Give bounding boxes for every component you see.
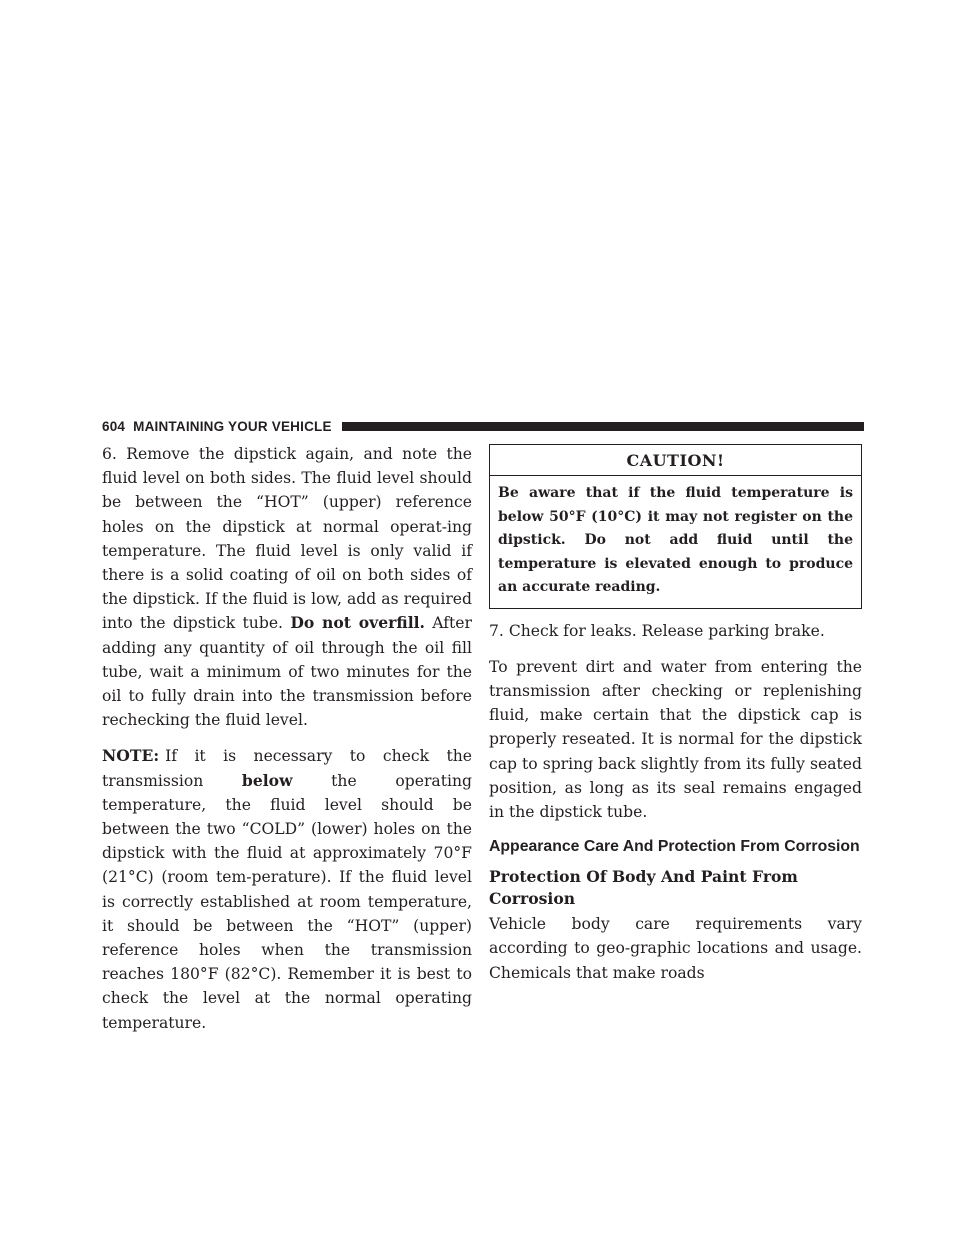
step-6-paragraph bbox=[102, 442, 472, 732]
caution-body: Be aware that if the fluid temperature is below 50°F (10°C) it may not register on the dipstick. Do not add fluid until the temperature is elevated enough to produce an accurate reading. bbox=[498, 485, 853, 595]
caution-box bbox=[489, 444, 862, 609]
dipstick-cap-paragraph: To prevent dirt and water from entering the transmission after checking or replenishing fluid, make certain that the dipstick cap is properly reseated. It is normal for the dipstick cap to spring back slightly from its fully seated position, as long as its seal remains engaged in the dipstick tube. bbox=[489, 657, 862, 821]
caution-title: CAUTION! bbox=[490, 445, 861, 476]
note-label: NOTE: bbox=[102, 746, 160, 766]
below-emphasis: below bbox=[241, 770, 293, 790]
note-text-b: the operating temperature, the fluid level should be between the two “COLD” (lower) holes on the dipstick with the fluid at approximately 70°F (21°C) (room tem-perature). If the fluid level is correctly established at room temperature, it should be between the “HOT” (upper) reference holes when the transmission reaches 180°F (82°C). Remember it is best to check the level at the normal operating temperature. bbox=[102, 771, 472, 1032]
right-column bbox=[489, 442, 862, 985]
section-title: MAINTAINING YOUR VEHICLE bbox=[133, 418, 332, 434]
left-column bbox=[102, 442, 472, 1047]
header-rule bbox=[342, 422, 864, 431]
section-heading-appearance-care: Appearance Care And Protection From Corrosion bbox=[489, 838, 860, 856]
note-paragraph bbox=[102, 744, 472, 1034]
page-number: 604 bbox=[102, 418, 126, 434]
do-not-overfill-emphasis: Do not overfill. bbox=[290, 613, 425, 633]
page-header bbox=[102, 418, 864, 434]
step-7-paragraph: 7. Check for leaks. Release parking brake. bbox=[489, 621, 825, 640]
body-care-paragraph: Vehicle body care requirements vary according to geo-graphic locations and usage. Chemicals that make roads bbox=[489, 915, 862, 982]
step-6-tail: After adding any quantity of oil through the oil fill tube, wait a minimum of two minutes for the oil to fully drain into the transmission before rechecking the fluid level. bbox=[102, 614, 472, 730]
subheading-body-paint-protection: Protection Of Body And Paint From Corrosion bbox=[489, 867, 798, 909]
note-text-a: If it is necessary to check the transmission bbox=[102, 747, 472, 790]
step-6-text: 6. Remove the dipstick again, and note the fluid level on both sides. The fluid level should be between the “HOT” (upper) reference holes on the dipstick at normal operat-ing temperature. The fluid level is only valid if there is a solid coating of oil on both sides of the dipstick. If the fluid is low, add as required into the dipstick tube. bbox=[102, 445, 472, 633]
